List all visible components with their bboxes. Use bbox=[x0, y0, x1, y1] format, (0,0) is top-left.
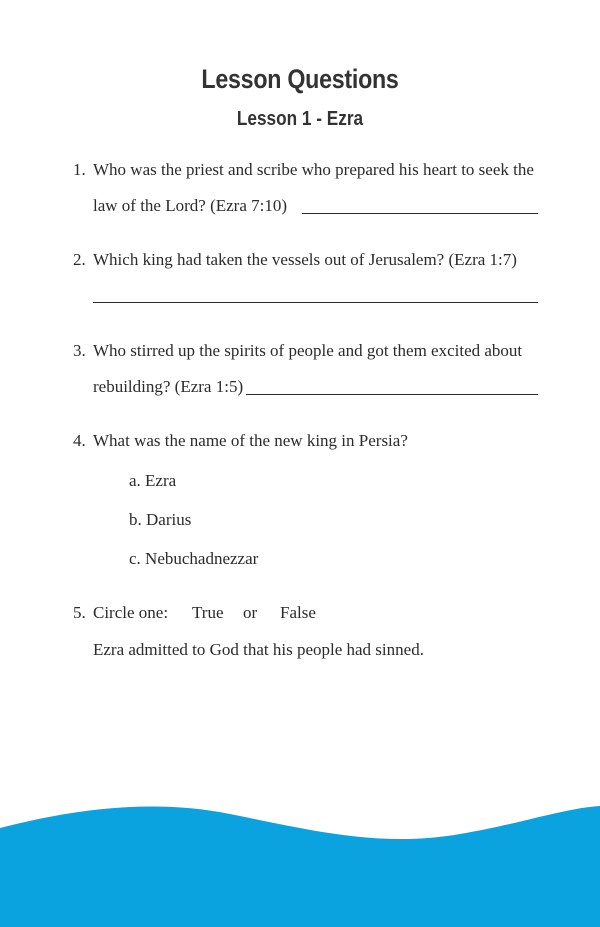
wave-decoration bbox=[0, 790, 600, 927]
question-number: 4. bbox=[73, 431, 86, 450]
question-number: 5. bbox=[73, 603, 86, 622]
question-text-continued: rebuilding? (Ezra 1:5) bbox=[93, 377, 244, 396]
answer-blank[interactable] bbox=[302, 213, 538, 214]
answer-blank[interactable] bbox=[246, 394, 538, 395]
answer-blank[interactable] bbox=[93, 302, 538, 303]
option-c[interactable]: c. Nebuchadnezzar bbox=[129, 549, 259, 568]
choice-or: or bbox=[243, 603, 258, 622]
question-text: Who was the priest and scribe who prepared his heart to seek the bbox=[93, 160, 534, 179]
wave-shape bbox=[0, 806, 600, 927]
question-number: 3. bbox=[73, 341, 86, 360]
circle-one-prompt: Circle one: bbox=[93, 603, 169, 622]
choice-false[interactable]: False bbox=[280, 603, 316, 622]
question-number: 2. bbox=[73, 250, 86, 269]
choice-true[interactable]: True bbox=[192, 603, 224, 622]
option-b[interactable]: b. Darius bbox=[129, 510, 192, 529]
question-number: 1. bbox=[73, 160, 86, 179]
true-false-statement: Ezra admitted to God that his people had sinned. bbox=[93, 640, 424, 659]
question-text: Who stirred up the spirits of people and got them excited about bbox=[93, 341, 523, 360]
question-text: What was the name of the new king in Persia? bbox=[93, 431, 408, 450]
question-text: Which king had taken the vessels out of Jerusalem? (Ezra 1:7) bbox=[93, 250, 517, 269]
option-a[interactable]: a. Ezra bbox=[129, 471, 177, 490]
lesson-subtitle: Lesson 1 - Ezra bbox=[236, 108, 364, 130]
page-title: Lesson Questions bbox=[201, 64, 399, 94]
question-text-continued: law of the Lord? (Ezra 7:10) bbox=[93, 196, 287, 215]
